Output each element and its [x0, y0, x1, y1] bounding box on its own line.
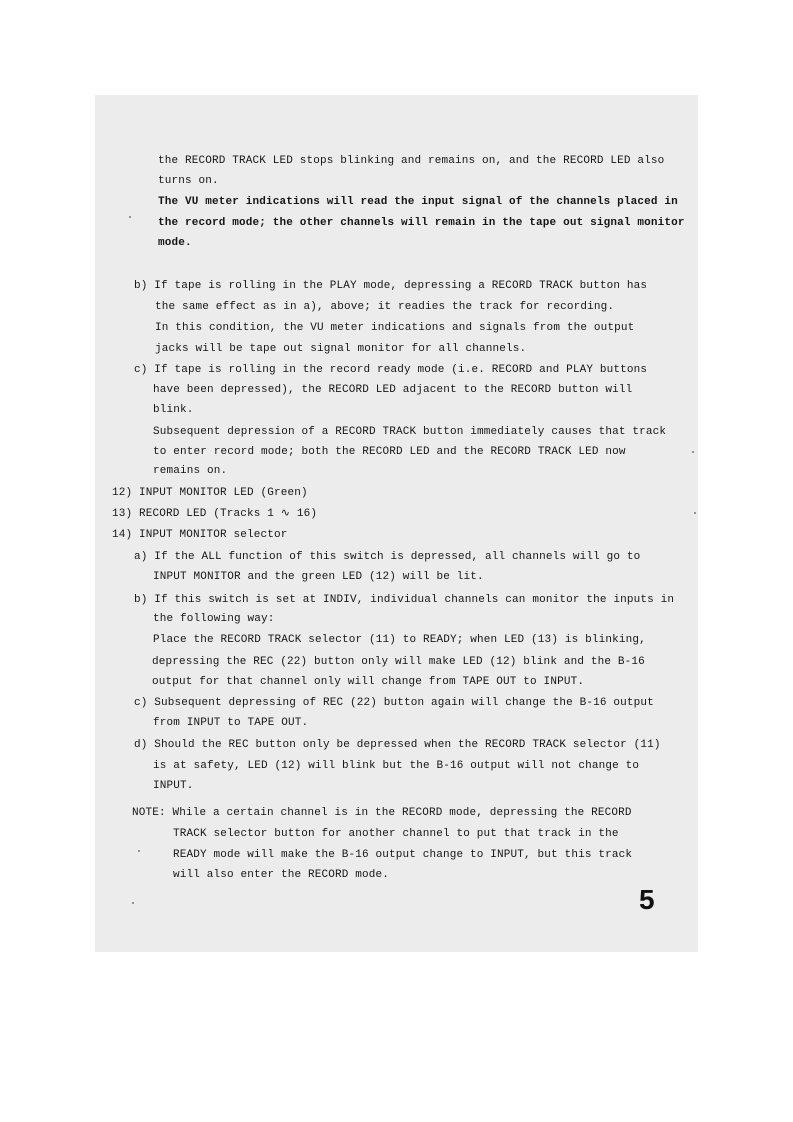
list-item-b: b) If tape is rolling in the PLAY mode, depressing a RECORD TRACK button has	[134, 280, 648, 292]
text-line: turns on.	[158, 175, 219, 187]
text-line: jacks will be tape out signal monitor for all channels.	[155, 343, 527, 355]
text-line: Subsequent depression of a RECORD TRACK button immediately causes that track	[153, 426, 667, 438]
text-line: remains on.	[153, 465, 228, 477]
text-line: will also enter the RECORD mode.	[173, 869, 390, 881]
scan-speck	[129, 216, 131, 218]
note-line: NOTE: While a certain channel is in the RECORD mode, depressing the RECORD	[132, 807, 632, 819]
text-line: mode.	[158, 237, 192, 249]
list-item-c: c) Subsequent depressing of REC (22) button again will change the B-16 output	[134, 697, 654, 709]
text-line: from INPUT to TAPE OUT.	[153, 717, 309, 729]
list-item-a: a) If the ALL function of this switch is depressed, all channels will go to	[134, 551, 641, 563]
page-number: 5	[639, 884, 655, 915]
text-line: output for that channel only will change from TAPE OUT to INPUT.	[152, 676, 585, 688]
text-line: the record mode; the other channels will remain in the tape out signal monitor	[158, 217, 685, 229]
text-line: Place the RECORD TRACK selector (11) to READY; when LED (13) is blinking,	[153, 634, 646, 646]
text-line: TRACK selector button for another channel to put that track in the	[173, 828, 619, 840]
heading-12: 12) INPUT MONITOR LED (Green)	[112, 487, 308, 499]
heading-13: 13) RECORD LED (Tracks 1 ∿ 16)	[112, 508, 318, 520]
text-line: INPUT MONITOR and the green LED (12) will be lit.	[153, 571, 484, 583]
text-line: is at safety, LED (12) will blink but the B-16 output will not change to	[153, 760, 640, 772]
scan-speck	[694, 512, 696, 514]
list-item-b: b) If this switch is set at INDIV, individual channels can monitor the inputs in	[134, 594, 675, 606]
text-line: the same effect as in a), above; it readies the track for recording.	[155, 301, 615, 313]
text-line: depressing the REC (22) button only will make LED (12) blink and the B-16	[152, 656, 645, 668]
list-item-c: c) If tape is rolling in the record ready mode (i.e. RECORD and PLAY buttons	[134, 364, 648, 376]
text-line: the RECORD TRACK LED stops blinking and remains on, and the RECORD LED also	[158, 155, 665, 167]
text-line: In this condition, the VU meter indications and signals from the output	[155, 322, 635, 334]
heading-14: 14) INPUT MONITOR selector	[112, 529, 288, 541]
text-line: The VU meter indications will read the input signal of the channels placed in	[158, 196, 678, 208]
scan-speck	[138, 850, 140, 852]
text-line: to enter record mode; both the RECORD LED and the RECORD TRACK LED now	[153, 446, 626, 458]
text-line: blink.	[153, 404, 194, 416]
text-line: READY mode will make the B-16 output change to INPUT, but this track	[173, 849, 633, 861]
text-line: have been depressed), the RECORD LED adjacent to the RECORD button will	[153, 384, 633, 396]
scan-speck	[692, 451, 694, 453]
text-line: INPUT.	[153, 780, 194, 792]
text-line: the following way:	[153, 613, 275, 625]
list-item-d: d) Should the REC button only be depressed when the RECORD TRACK selector (11)	[134, 739, 661, 751]
scan-speck	[132, 902, 134, 904]
